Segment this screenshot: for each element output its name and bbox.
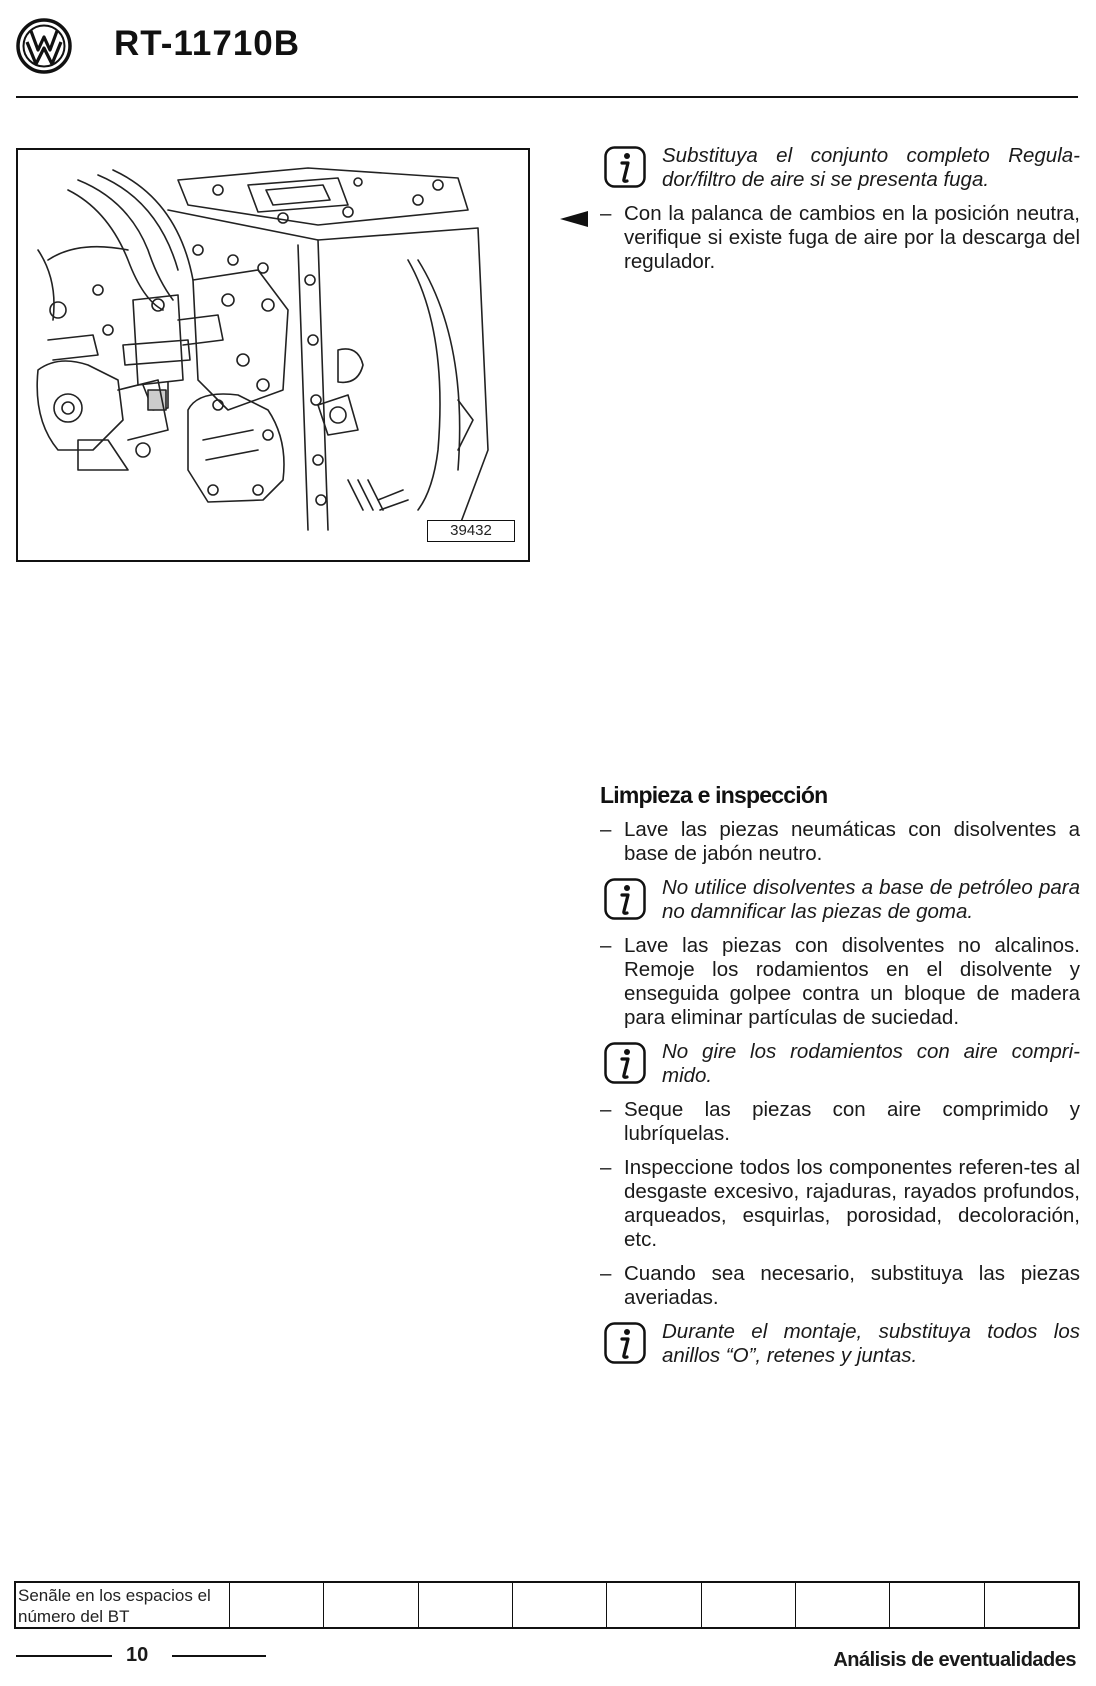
page-number-block xyxy=(16,1644,266,1668)
step-text: Cuando sea necesario, substituya las piezas averiadas. xyxy=(624,1262,1080,1309)
list-dash: – xyxy=(600,1262,612,1285)
divider xyxy=(172,1655,266,1657)
bt-cell[interactable] xyxy=(985,1583,1078,1627)
top-text-block xyxy=(600,144,1080,274)
info-note xyxy=(600,144,1080,192)
step-item xyxy=(600,818,1080,866)
list-dash: – xyxy=(600,202,612,225)
transmission-drawing xyxy=(18,150,530,562)
figure-number: 39432 xyxy=(427,520,515,542)
bt-cell[interactable] xyxy=(702,1583,796,1627)
bt-cell[interactable] xyxy=(796,1583,890,1627)
table-label: Senãle en los espacios el número del BT xyxy=(16,1583,230,1627)
info-note xyxy=(600,1320,1080,1368)
list-dash: – xyxy=(600,1098,612,1121)
bt-cell[interactable] xyxy=(513,1583,607,1627)
note-text: No utilice disolventes a base de petróleo para no damnificar las piezas de goma. xyxy=(662,876,1080,923)
step-item xyxy=(600,1156,1080,1252)
list-dash: – xyxy=(600,934,612,957)
vw-logo-icon xyxy=(16,18,72,74)
technical-illustration xyxy=(16,148,530,562)
document-title: RT-11710B xyxy=(114,24,301,63)
info-note xyxy=(600,876,1080,924)
step-text: Con la palanca de cambios en la posición neutra, verifique si existe fuga de aire por la descarga del regulador. xyxy=(624,202,1080,273)
step-text: Seque las piezas con aire comprimido y lubríquelas. xyxy=(624,1098,1080,1145)
step-item xyxy=(600,1262,1080,1310)
bt-number-table xyxy=(14,1581,1080,1629)
step-item xyxy=(600,1098,1080,1146)
bt-cell[interactable] xyxy=(230,1583,324,1627)
note-text: No gire los rodamientos con aire compri-mido. xyxy=(662,1040,1080,1087)
page-number: 10 xyxy=(126,1644,149,1666)
step-text: Inspeccione todos los componentes referen-tes al desgaste excesivo, rajaduras, rayados profundos, arqueados, esquirlas, porosidad, decoloración, etc. xyxy=(624,1156,1080,1251)
bt-cell[interactable] xyxy=(607,1583,701,1627)
list-dash: – xyxy=(600,818,612,841)
info-icon xyxy=(604,146,646,188)
section-body xyxy=(600,818,1080,1368)
info-icon xyxy=(604,1042,646,1084)
step-item xyxy=(600,202,1080,274)
note-text: Substituya el conjunto completo Regula-dor/filtro de aire si se presenta fuga. xyxy=(662,144,1080,191)
step-text: Lave las piezas neumáticas con disolventes a base de jabón neutro. xyxy=(624,818,1080,865)
info-note xyxy=(600,1040,1080,1088)
info-icon xyxy=(604,1322,646,1364)
note-text: Durante el montaje, substituya todos los anillos “O”, retenes y juntas. xyxy=(662,1320,1080,1367)
bt-cell[interactable] xyxy=(324,1583,418,1627)
info-icon xyxy=(604,878,646,920)
step-item xyxy=(600,934,1080,1030)
page-header xyxy=(16,16,1078,98)
section-title: Limpieza e inspección xyxy=(600,782,828,808)
list-dash: – xyxy=(600,1156,612,1179)
divider xyxy=(16,1655,112,1657)
section-name: Análisis de eventualidades xyxy=(833,1649,1076,1671)
pointer-arrow-icon xyxy=(560,210,590,228)
bt-cell[interactable] xyxy=(419,1583,513,1627)
step-text: Lave las piezas con disolventes no alcalinos. Remoje los rodamientos en el disolvente y enseguida golpee contra un bloque de madera para eliminar partículas de suciedad. xyxy=(624,934,1080,1029)
bt-cell[interactable] xyxy=(890,1583,984,1627)
